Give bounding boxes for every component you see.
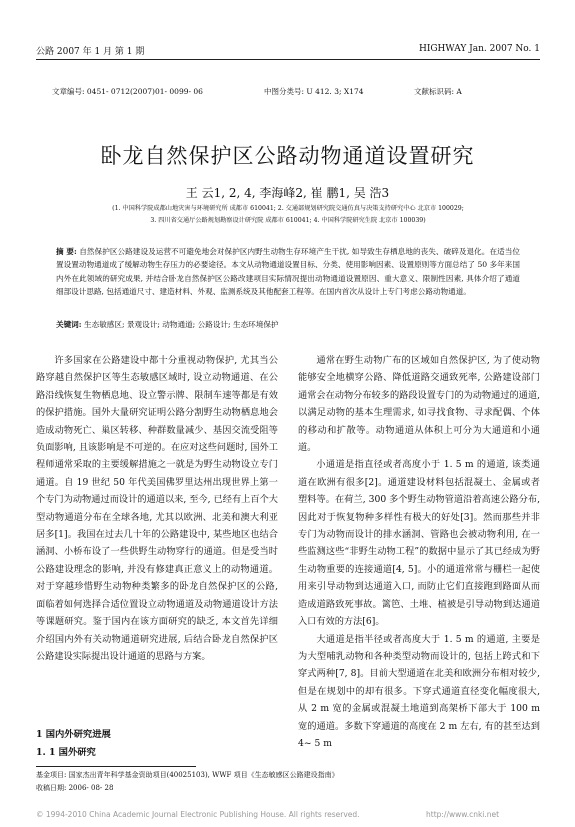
right-paragraph-3: 大通道是指半径或者高度大于 1. 5 m 的通道, 主要是为大型哺乳动物和各种类型动物而设计的, 包括上跨式和下穿式两种[7, 8]。目前大型通道在北美和欧洲分布相对较少, 但是在规划中的却有很多。下穿式通道直径变化幅度很大, 从 2 m 宽的金属或混凝土地道到高架桥下部大于 100 m 宽的通道。多数下穿通道的高度在 2 m 左右, 有的甚至达到 4~ 5 m bbox=[298, 633, 540, 749]
affiliation-line-2: 3. 四川省交通厅公路规划勘察设计研究院 成都市 610041; 4. 中国科学院研究生院 北京市 100039) bbox=[150, 217, 426, 224]
abstract-label: 摘 要: bbox=[56, 247, 77, 256]
footnote-rule bbox=[36, 766, 196, 767]
clc-number: 中图分类号: U 412. 3; X174 bbox=[264, 87, 364, 96]
section-heading-1: 1 国内外研究进展 bbox=[36, 729, 111, 740]
keywords bbox=[56, 318, 520, 331]
copyright-watermark bbox=[36, 810, 540, 819]
right-paragraph-1: 通常在野生动物广布的区域如自然保护区, 为了使动物能够安全地横穿公路、降低道路交通致死率, 公路建设部门通常会在动物分布较多的路段设置专门的为动物通过的通道, 以满足动物的基本生理需求, 如寻找食物、寻求配偶、个体的移动和扩散等。动物通道从体积上可分为大通道和小通道。 bbox=[298, 355, 540, 454]
section-heading-1-1: 1. 1 国外研究 bbox=[36, 747, 96, 758]
abstract-text: 自然保护区公路建设及运营不可避免地会对保护区内野生动物生存环境产生干扰, 如导致生存栖息地的丧失、破碎及退化。在适当位置设置动物通道成了缓解动物生存压力的必要途径。本文从动物通道设置目标、分类、使用影响因素、设置原则等方面总结了 50 多年来国内外在此领域的研究成果, 并结合卧龙自然保护区公路改建项目实际情况提出动物通道设置原因、重大意义、限制性因素, 具体介绍了通道细部设计思路, 包括通道尺寸、建造材料、外观、监测系统及其他配套工程等。在国内首次从设计上专门考虑公路动物通道。 bbox=[56, 247, 520, 296]
article-number: 文章编号: 0451- 0712(2007)01- 0099- 06 bbox=[52, 87, 203, 96]
authors: 王 云1, 2, 4, 李海峰2, 崔 鹏1, 吴 浩3 bbox=[185, 186, 390, 200]
running-header-right: HIGHWAY Jan. 2007 No. 1 bbox=[418, 44, 540, 54]
right-paragraph-2: 小通道是指直径或者高度小于 1. 5 m 的通道, 该类通道在欧洲有很多[2]。通道建设材料包括混凝土、金属或者塑料等。在荷兰, 300 多个野生动物管道沿着高速公路分布, 因此对于恢复物种多样性有极大的好处[3]。然而那些并非专门为动物而设计的排水涵洞、管路也会被动物利用, 在一些监测这些“非野生动物工程”的数据中显示了其已经成为野生动物重要的连接通道[4, 5]。小的通道常常与栅栏一起使用来引导动物到达通道入口, 而防止它们直接跑到路面从而造成道路致死事故。篱笆、土堆、植被是引导动物到达通道入口有效的方法[6]。 bbox=[298, 459, 540, 628]
left-column bbox=[36, 352, 278, 665]
cnki-url: http://www.cnki.net bbox=[426, 810, 500, 819]
header-rule bbox=[36, 59, 540, 60]
copyright-text: © 1994-2010 China Academic Journal Electronic Publishing House. All rights reserved. bbox=[36, 810, 360, 819]
intro-paragraph: 许多国家在公路建设中都十分重视动物保护, 尤其当公路穿越自然保护区等生态敏感区域时, 设立动物通道、在公路沿线恢复生物栖息地、设立警示牌、限制车速等都是有效的保护措施。国外大量研究证明公路分割野生动物栖息地会造成动物死亡、巢区转移、种群数量减少、基因交流受阻等负面影响, 且该影响是不可逆的。在应对这些问题时, 国外工程师通常采取的主要缓解措施之一就是为野生动物设立专门通道。自 19 世纪 50 年代美国佛罗里达州出现世界上第一个专门为动物通过而设计的通道以来, 至今, 已经有上百个大型动物通道分布在全球各地, 尤其以欧洲、北美和澳大利亚居多[1]。我国在过去几十年的公路建设中, 某些地区也结合涵洞、小桥布设了一些供野生动物穿行的通道。但是受当时公路建设理念的影响, 并没有修建真正意义上的动物通道。对于穿越珍惜野生动物种类繁多的卧龙自然保护区的公路, 面临着如何选择合适位置设立动物通道及动物通道设计方法等课题研究。鉴于国内在该方面研究的缺乏, 本文首先详细介绍国内外有关动物通道研究进展, 后结合卧龙自然保护区公路建设实际提出设计通道的思路与方案。 bbox=[36, 355, 278, 662]
keywords-label: 关键词: bbox=[56, 320, 82, 329]
paper-title: 卧龙自然保护区公路动物通道设置研究 bbox=[100, 144, 475, 168]
received-date: 收稿日期: 2006- 08- 28 bbox=[36, 784, 114, 792]
affiliation-line-1: (1. 中国科学院成都山地灾害与环境研究所 成都市 610041; 2. 交通部规划研究院交通仿真与决策支持研究中心 北京市 100029; bbox=[112, 205, 464, 212]
document-code: 文献标识码: A bbox=[414, 87, 462, 96]
right-column bbox=[298, 352, 540, 752]
keywords-text: 生态敏感区; 景观设计; 动物通道; 公路设计; 生态环境保护 bbox=[84, 320, 279, 329]
running-header-left: 公路 2007 年 1 月 第 1 期 bbox=[36, 47, 145, 57]
abstract bbox=[56, 245, 520, 298]
fund-footnote: 基金项目: 国家杰出青年科学基金资助项目(40025103), WWF 项目《生态敏感区公路建设指南》 bbox=[36, 771, 339, 779]
